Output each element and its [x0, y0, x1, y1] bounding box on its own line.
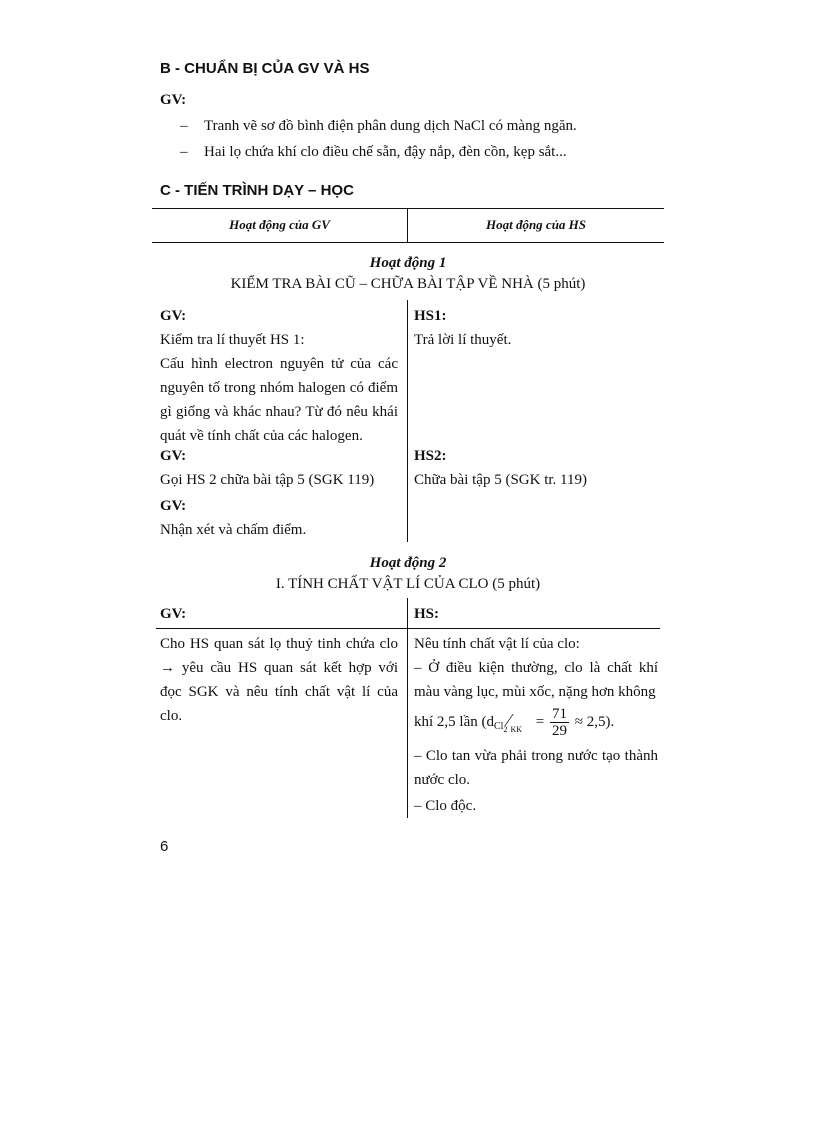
prep-item-text: Hai lọ chứa khí clo điều chế sẵn, đậy nắp, đèn cồn, kẹp sắt...: [204, 144, 567, 160]
activity-2-title: Hoạt động 2: [369, 555, 447, 571]
activity-2-hs-item-1: – Ở điều kiện thường, clo là chất khí màu vàng lục, mùi xốc, nặng hơn không: [414, 660, 658, 700]
formula-sub-kk: KK: [510, 724, 523, 734]
section-b-heading: B - CHUẨN BỊ CỦA GV VÀ HS: [160, 60, 370, 77]
activity-1-gv2-label: GV:: [160, 448, 187, 464]
section-c-heading: C - TIẾN TRÌNH DẠY – HỌC: [160, 182, 354, 199]
formula-sub-cl: Cl: [494, 720, 504, 732]
gv-text-part-2: yêu cầu HS quan sát kết hợp với đọc SGK và nêu tính chất vật lí của clo.: [160, 660, 399, 724]
activity-2-hs-item-3: – Clo độc.: [414, 798, 477, 814]
activity-2-label-rule: [156, 628, 660, 629]
activity-2-hs-item-2: – Clo tan vừa phải trong nước tạo thành nước clo.: [414, 748, 658, 788]
activity-2-hs-intro: Nêu tính chất vật lí của clo:: [414, 636, 580, 652]
activity-1-hs2-text: Chữa bài tập 5 (SGK tr. 119): [414, 472, 587, 488]
activity-1-title: Hoạt động 1: [369, 255, 447, 271]
activity-1-divider: [407, 300, 408, 542]
dash-bullet: –: [180, 118, 188, 134]
fraction-numerator: 71: [552, 706, 567, 722]
activity-1-hs1-label: HS1:: [414, 308, 447, 324]
formula-prefix: khí 2,5 lần (d: [414, 713, 494, 730]
activity-1-hs2-label: HS2:: [414, 448, 447, 464]
table-top-rule: [152, 208, 664, 209]
activity-1-gv-text-1: Kiểm tra lí thuyết HS 1:: [160, 332, 305, 348]
column-header-hs: Hoạt động của HS: [485, 217, 587, 232]
activity-1-subtitle: KIỂM TRA BÀI CŨ – CHỮA BÀI TẬP VỀ NHÀ (5 phút): [230, 276, 586, 292]
table-header-rule: [152, 242, 664, 243]
dash-bullet: –: [180, 144, 188, 160]
activity-1-gv3-label: GV:: [160, 498, 187, 514]
prep-item-text: Tranh vẽ sơ đồ bình điện phân dung dịch NaCl có màng ngăn.: [204, 118, 577, 134]
density-formula: [414, 706, 658, 743]
activity-1-hs1-text: Trả lời lí thuyết.: [414, 332, 512, 348]
activity-1-gv2-text: Gọi HS 2 chữa bài tập 5 (SGK 119): [160, 472, 375, 488]
activity-1-gv-label: GV:: [160, 308, 187, 324]
formula-suffix: ≈ 2,5).: [574, 713, 615, 730]
activity-2-divider: [407, 598, 408, 818]
activity-2-hs-label: HS:: [414, 606, 440, 622]
formula-sub-2: 2: [503, 724, 508, 734]
fraction-denominator: 29: [552, 723, 567, 739]
column-header-gv: Hoạt động của GV: [229, 217, 330, 232]
arrow-icon: →: [160, 660, 175, 676]
activity-1-gv-text-2: Cấu hình electron nguyên tử của các nguyên tố trong nhóm halogen có điểm gì giống và khác nhau? Từ đó nêu khái quát về tính chất của các halogen.: [160, 356, 398, 444]
gv-text-part-1: Cho HS quan sát lọ thuỷ tinh chứa clo: [160, 636, 398, 652]
formula-slash: ⁄: [507, 709, 511, 730]
formula-equals: =: [535, 713, 545, 730]
activity-2-gv-label: GV:: [160, 606, 187, 622]
page-number: 6: [160, 838, 169, 855]
activity-2-gv-text: [160, 632, 398, 728]
activity-2-subtitle: I. TÍNH CHẤT VẬT LÍ CỦA CLO (5 phút): [275, 576, 541, 592]
activity-1-gv3-text: Nhận xét và chấm điểm.: [160, 522, 307, 538]
formula-fraction: [550, 706, 569, 739]
section-b-gv-label: GV:: [160, 92, 187, 108]
